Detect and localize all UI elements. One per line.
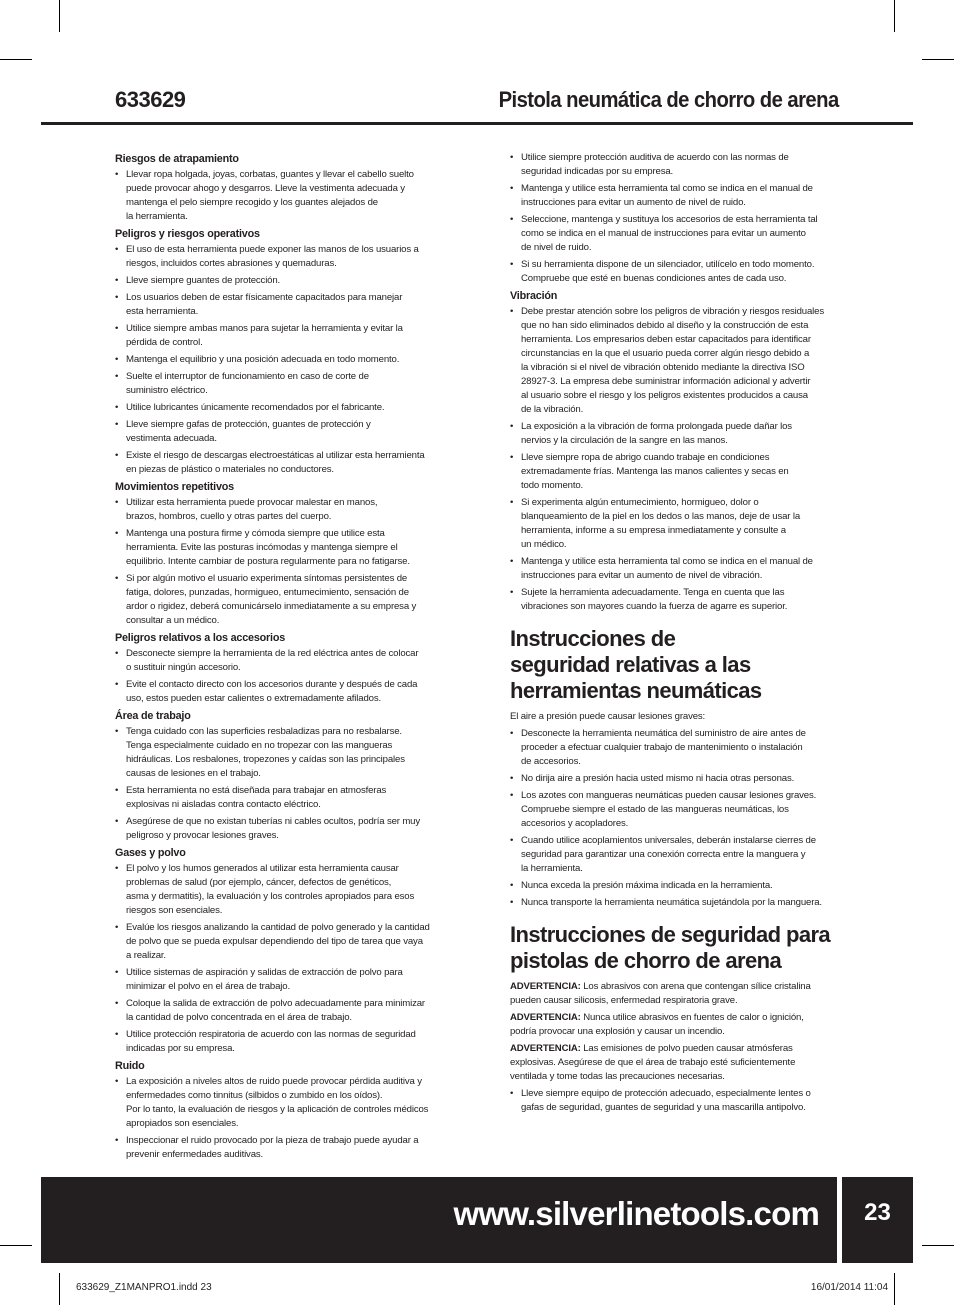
- list-item: • Llevar ropa holgada, joyas, corbatas, guantes y llevar el cabello suelto puede provocar ahogo y desgarros. Lleve la vestimenta adecuada y mantenga el pelo siempre recogido y los guantes alejados de la herramienta.: [115, 168, 445, 224]
- list-item: • Sujete la herramienta adecuadamente. Tenga en cuenta que las vibraciones son mayores cuando la fuerza de agarre es superior.: [510, 586, 842, 614]
- list-item: • Desconecte siempre la herramienta de la red eléctrica antes de colocar o sustituir ningún accesorio.: [115, 647, 445, 675]
- warnings: [510, 980, 842, 1084]
- page-number-box: [842, 1177, 913, 1263]
- list-item: • Lleve siempre equipo de protección adecuado, especialmente lentes o gafas de seguridad, guantes de seguridad y una mascarilla antipolvo.: [510, 1087, 842, 1115]
- crop-mark: [0, 59, 32, 60]
- warning-text: Las emisiones de polvo pueden causar atmósferas explosivas. Asegúrese de que el área de trabajo esté suficientemente ventilada y tome todas las precauciones necesarias.: [510, 1043, 796, 1082]
- footer-bar: [41, 1177, 837, 1263]
- list-item: • Coloque la salida de extracción de polvo adecuadamente para minimizar la cantidad de polvo concentrada en el área de trabajo.: [115, 997, 445, 1025]
- chorro-heading: Instrucciones de seguridad para pistolas de chorro de arena: [510, 922, 831, 973]
- bullet-list: [115, 243, 445, 477]
- list-item: • Lleve siempre guantes de protección.: [115, 274, 445, 288]
- section-heading: Gases y polvo: [115, 847, 186, 859]
- section-heading: Vibración: [510, 290, 558, 302]
- list-item: • Mantenga y utilice esta herramienta tal como se indica en el manual de instrucciones para evitar un aumento de nivel de vibración.: [510, 555, 842, 583]
- ruido-continued-list: [510, 151, 842, 286]
- product-code: 633629: [115, 87, 186, 112]
- warning-paragraph: [510, 980, 842, 1008]
- warning-text: Los abrasivos con arena que contengan sílice cristalina pueden causar silicosis, enfermedad respiratoria grave.: [510, 981, 811, 1006]
- section-heading: Peligros relativos a los accesorios: [115, 632, 286, 644]
- section-heading: Ruido: [115, 1060, 145, 1072]
- list-item: • Evite el contacto directo con los accesorios durante y después de cada uso, estos pueden estar calientes o extremadamente afilados.: [115, 678, 445, 706]
- crop-mark: [922, 1245, 954, 1246]
- website-url[interactable]: www.silverlinetools.com: [453, 1195, 819, 1232]
- crop-mark: [894, 0, 895, 32]
- bullet-list: [115, 168, 445, 224]
- warning-paragraph: [510, 1011, 842, 1039]
- slug-date: 16/01/2014 11:04: [810, 1282, 888, 1293]
- list-item: • Nunca exceda la presión máxima indicada en la herramienta.: [510, 879, 842, 893]
- list-item: • Suelte el interruptor de funcionamiento en caso de corte de suministro eléctrico.: [115, 370, 445, 398]
- section-heading: Movimientos repetitivos: [115, 481, 234, 493]
- list-item: • Tenga cuidado con las superficies resbaladizas para no resbalarse. Tenga especialmente cuidado en no tropezar con las mangueras hidráulicas. Los resbalones, tropezones y caídas son las principales causas de lesiones en el trabajo.: [115, 725, 445, 781]
- list-item: • Lleve siempre gafas de protección, guantes de protección y vestimenta adecuada.: [115, 418, 445, 446]
- right-column: [510, 151, 842, 1118]
- list-item: • Los azotes con mangueras neumáticas pueden causar lesiones graves. Compruebe siempre el estado de las mangueras neumáticas, los accesorios y acopladores.: [510, 789, 842, 831]
- list-item: • Lleve siempre ropa de abrigo cuando trabaje en condiciones extremadamente frías. Mantenga las manos calientes y secas en todo momento.: [510, 451, 842, 493]
- list-item: • El uso de esta herramienta puede exponer las manos de los usuarios a riesgos, incluidos cortes abrasiones y quemaduras.: [115, 243, 445, 271]
- crop-mark: [894, 1273, 895, 1305]
- list-item: • Si por algún motivo el usuario experimenta síntomas persistentes de fatiga, dolores, punzadas, hormigueo, entumecimiento, sensación de ardor o rigidez, deberá comunicárselo inmediatamente a su empresa y consultar a un médico.: [115, 572, 445, 628]
- list-item: • Mantenga y utilice esta herramienta tal como se indica en el manual de instrucciones para evitar un aumento de nivel de ruido.: [510, 182, 842, 210]
- warning-label: ADVERTENCIA:: [510, 981, 581, 992]
- bullet-list: [115, 862, 445, 1056]
- list-item: • Mantenga una postura firme y cómoda siempre que utilice esta herramienta. Evite las posturas incómodas y mantenga siempre el equilibrio. Intente cambiar de postura regularmente para no fatigarse.: [115, 527, 445, 569]
- list-item: • La exposición a la vibración de forma prolongada puede dañar los nervios y la circulación de la sangre en las manos.: [510, 420, 842, 448]
- list-item: • Desconecte la herramienta neumática del suministro de aire antes de proceder a efectuar cualquier trabajo de mantenimiento o instalación de accesorios.: [510, 727, 842, 769]
- list-item: • Asegúrese de que no existan tuberías ni cables ocultos, podría ser muy peligroso y provocar lesiones graves.: [115, 815, 445, 843]
- chorro-list: [510, 1087, 842, 1115]
- list-item: • Evalúe los riesgos analizando la cantidad de polvo generado y la cantidad de polvo que se pueda expulsar dependiendo del tipo de tarea que vaya a realizar.: [115, 921, 445, 963]
- list-item: • El polvo y los humos generados al utilizar esta herramienta causar problemas de salud (por ejemplo, cáncer, defectos de genéticos, asma y dermatitis), la evaluación y los controles apropiados para esos riesgos son esenciales.: [115, 862, 445, 918]
- page-number: 23: [864, 1199, 891, 1226]
- vibracion-list: [510, 305, 842, 614]
- list-item: • Utilice siempre ambas manos para sujetar la herramienta y evitar la pérdida de control.: [115, 322, 445, 350]
- list-item: • Los usuarios deben de estar físicamente capacitados para manejar esta herramienta.: [115, 291, 445, 319]
- list-item: • La exposición a niveles altos de ruido puede provocar pérdida auditiva y enfermedades como tinnitus (silbidos o zumbido en los oídos). Por lo tanto, la evaluación de riesgos y la aplicación de controles médicos apropiados son esenciales.: [115, 1075, 445, 1131]
- warning-label: ADVERTENCIA:: [510, 1012, 581, 1023]
- list-item: • Esta herramienta no está diseñada para trabajar en atmosferas explosivas ni aisladas contra contacto eléctrico.: [115, 784, 445, 812]
- page-header: [41, 84, 913, 125]
- crop-mark: [0, 1245, 32, 1246]
- warning-text: Nunca utilice abrasivos en fuentes de calor o ignición, podría provocar una explosión y causar un incendio.: [510, 1012, 804, 1037]
- crop-mark: [59, 0, 60, 32]
- list-item: • Utilice protección respiratoria de acuerdo con las normas de seguridad indicadas por su empresa.: [115, 1028, 445, 1056]
- list-item: • Mantenga el equilibrio y una posición adecuada en todo momento.: [115, 353, 445, 367]
- section-heading: Riesgos de atrapamiento: [115, 153, 239, 165]
- slug-file: 633629_Z1MANPRO1.indd 23: [76, 1282, 212, 1293]
- list-item: • Inspeccionar el ruido provocado por la pieza de trabajo puede ayudar a prevenir enfermedades auditivas.: [115, 1134, 445, 1162]
- bullet-list: [115, 647, 445, 706]
- list-item: • Utilizar esta herramienta puede provocar malestar en manos, brazos, hombros, cuello y otras partes del cuerpo.: [115, 496, 445, 524]
- neumaticas-heading: Instrucciones de seguridad relativas a las herramientas neumáticas: [510, 626, 762, 703]
- warning-paragraph: [510, 1042, 842, 1084]
- list-item: • Si su herramienta dispone de un silenciador, utilícelo en todo momento. Compruebe que esté en buenas condiciones antes de cada uso.: [510, 258, 842, 286]
- list-item: • Debe prestar atención sobre los peligros de vibración y riesgos residuales que no han sido eliminados debido al diseño y la construcción de esta herramienta. Los empresarios deben estar capacitados para identificar circunstancias en la que el usuario pueda correr algún riesgo debido a la vibración si el nivel de vibración obtenido mediante la directiva ISO 28927-3. La empresa debe suministrar información adicional y advertir al usuario sobre el riesgo y los peligros existentes producidos a causa de la vibración.: [510, 305, 842, 417]
- page-title: Pistola neumática de chorro de arena: [498, 87, 839, 112]
- section-heading: Peligros y riesgos operativos: [115, 228, 260, 240]
- list-item: • Seleccione, mantenga y sustituya los accesorios de esta herramienta tal como se indica en el manual de instrucciones para evitar un aumento de nivel de ruido.: [510, 213, 842, 255]
- left-column: [115, 151, 445, 1165]
- list-item: • Utilice sistemas de aspiración y salidas de extracción de polvo para minimizar el polvo en el área de trabajo.: [115, 966, 445, 994]
- neumaticas-list: [510, 727, 842, 910]
- warning-label: ADVERTENCIA:: [510, 1043, 581, 1054]
- bullet-list: [115, 725, 445, 843]
- list-item: • Nunca transporte la herramienta neumática sujetándola por la manguera.: [510, 896, 842, 910]
- list-item: • Existe el riesgo de descargas electroestáticas al utilizar esta herramienta en piezas de plástico o materiales no conductores.: [115, 449, 445, 477]
- list-item: • No dirija aire a presión hacia usted mismo ni hacia otras personas.: [510, 772, 842, 786]
- section-heading: Área de trabajo: [115, 710, 191, 722]
- list-item: • Si experimenta algún entumecimiento, hormigueo, dolor o blanqueamiento de la piel en los dedos o las manos, deje de usar la herramienta, informe a su empresa inmediatamente y consulte a un médico.: [510, 496, 842, 552]
- list-item: • Utilice lubricantes únicamente recomendados por el fabricante.: [115, 401, 445, 415]
- crop-mark: [59, 1273, 60, 1305]
- bullet-list: [115, 1075, 445, 1162]
- crop-mark: [922, 59, 954, 60]
- neumaticas-intro: El aire a presión puede causar lesiones graves:: [510, 711, 706, 722]
- list-item: • Utilice siempre protección auditiva de acuerdo con las normas de seguridad indicadas por su empresa.: [510, 151, 842, 179]
- list-item: • Cuando utilice acoplamientos universales, deberán instalarse cierres de seguridad para garantizar una conexión correcta entre la manguera y la herramienta.: [510, 834, 842, 876]
- bullet-list: [115, 496, 445, 628]
